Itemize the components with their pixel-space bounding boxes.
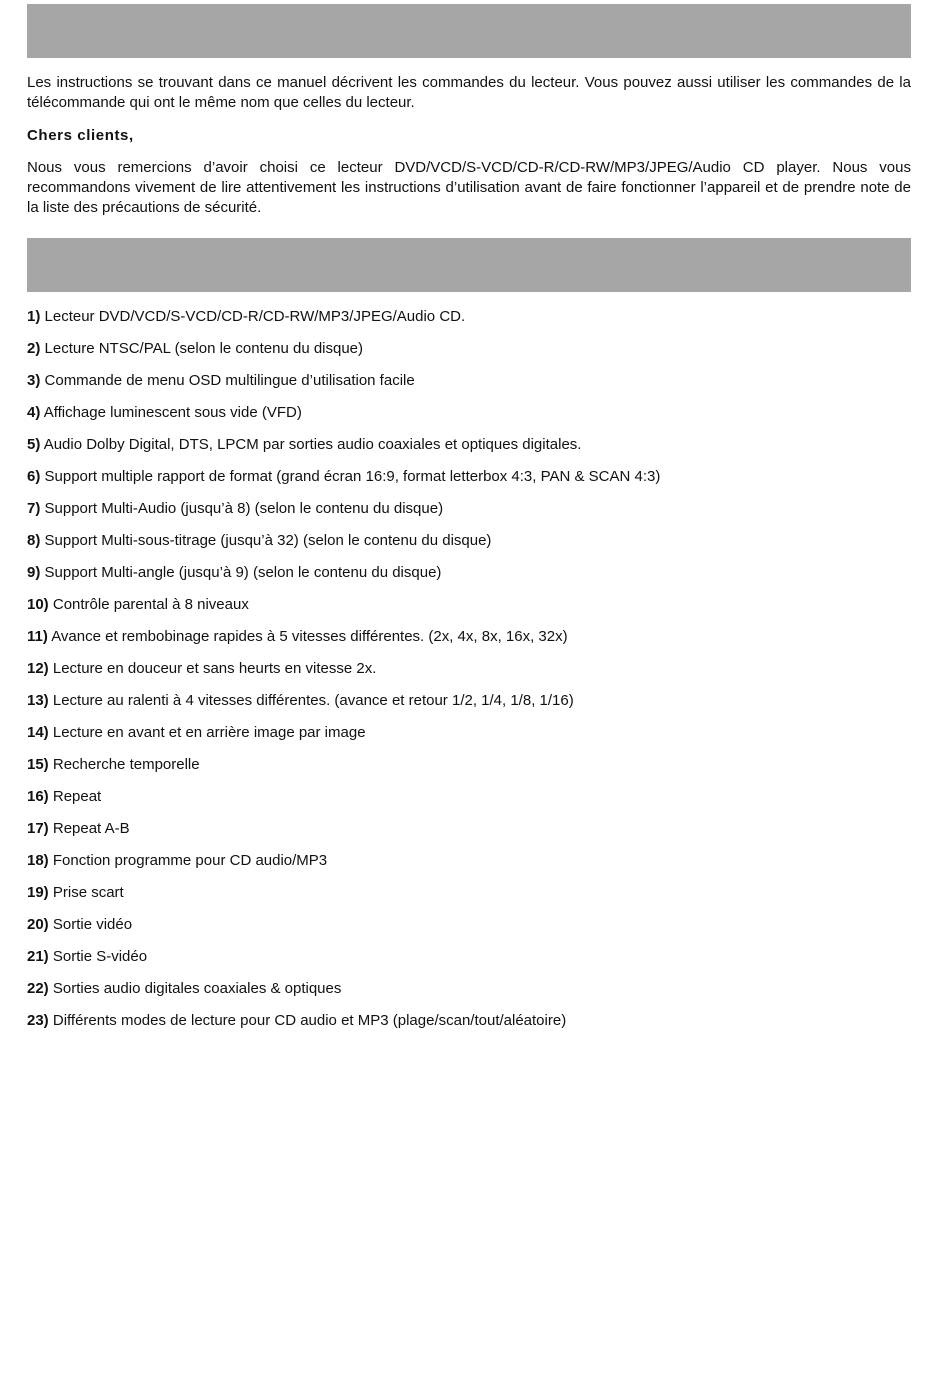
feature-item [27,723,911,755]
feature-number: 2) [27,340,41,357]
feature-text: Recherche temporelle [52,756,200,773]
feature-text: Lecteur DVD/VCD/S-VCD/CD-R/CD-RW/MP3/JPEG/Audio CD. [44,308,466,325]
feature-text: Contrôle parental à 8 niveaux [52,596,249,613]
feature-number: 7) [27,500,41,517]
thanks-paragraph: Nous vous remercions d’avoir choisi ce lecteur DVD/VCD/S-VCD/CD-R/CD-RW/MP3/JPEG/Audio CD player. Nous vous recommandons vivement de lire attentivement les instructions d’utilisation avant de faire fonctionner l’appareil et de prendre note de la liste des précautions de sécurité. [27,159,911,216]
feature-number: 1) [27,308,41,325]
feature-number: 5) [27,436,41,453]
feature-text: Affichage luminescent sous vide (VFD) [43,404,302,421]
feature-item [27,819,911,851]
feature-item [27,595,911,627]
feature-item [27,307,911,339]
feature-number: 9) [27,564,41,581]
feature-item [27,883,911,915]
feature-number: 23) [27,1012,49,1029]
greeting-heading: Chers clients, [27,127,134,144]
feature-text: Lecture en avant et en arrière image par image [52,724,366,741]
feature-number: 3) [27,372,41,389]
feature-item [27,787,911,819]
feature-text: Lecture au ralenti à 4 vitesses différentes. (avance et retour 1/2, 1/4, 1/8, 1/16) [52,692,574,709]
feature-number: 12) [27,660,49,677]
feature-item [27,1011,911,1043]
feature-text: Prise scart [52,884,124,901]
feature-number: 15) [27,756,49,773]
intro-paragraph: Les instructions se trouvant dans ce manuel décrivent les commandes du lecteur. Vous pouvez aussi utiliser les commandes de la télécommande qui ont le même nom que celles du lecteur. [27,74,911,111]
feature-text: Support Multi-angle (jusqu’à 9) (selon le contenu du disque) [44,564,442,581]
feature-number: 11) [27,628,48,645]
feature-text: Sorties audio digitales coaxiales & optiques [52,980,342,997]
section-header-band-features [27,238,911,292]
feature-number: 18) [27,852,49,869]
feature-number: 8) [27,532,41,549]
feature-text: Support multiple rapport de format (grand écran 16:9, format letterbox 4:3, PAN & SCAN 4:3) [44,468,661,485]
feature-text: Lecture NTSC/PAL (selon le contenu du disque) [44,340,364,357]
feature-number: 6) [27,468,41,485]
feature-item [27,531,911,563]
feature-item [27,691,911,723]
feature-number: 13) [27,692,49,709]
feature-text: Repeat [52,788,102,805]
feature-number: 21) [27,948,49,965]
feature-number: 20) [27,916,49,933]
feature-item [27,403,911,435]
feature-text: Support Multi-sous-titrage (jusqu’à 32) (selon le contenu du disque) [44,532,492,549]
feature-item [27,979,911,1011]
feature-item [27,851,911,883]
feature-list [27,307,911,1043]
feature-text: Commande de menu OSD multilingue d’utilisation facile [44,372,415,389]
feature-number: 4) [27,404,41,421]
feature-item [27,659,911,691]
feature-number: 16) [27,788,49,805]
feature-item [27,339,911,371]
feature-item [27,435,911,467]
feature-item [27,371,911,403]
feature-number: 10) [27,596,49,613]
feature-text: Lecture en douceur et sans heurts en vitesse 2x. [52,660,377,677]
feature-item [27,755,911,787]
feature-text: Audio Dolby Digital, DTS, LPCM par sorties audio coaxiales et optiques digitales. [43,436,582,453]
feature-text: Différents modes de lecture pour CD audio et MP3 (plage/scan/tout/aléatoire) [52,1012,567,1029]
feature-text: Sortie S-vidéo [52,948,148,965]
feature-item [27,499,911,531]
feature-number: 17) [27,820,49,837]
feature-text: Avance et rembobinage rapides à 5 vitesses différentes. (2x, 4x, 8x, 16x, 32x) [51,628,568,645]
section-header-band-top [27,4,911,58]
feature-text: Support Multi-Audio (jusqu’à 8) (selon le contenu du disque) [44,500,444,517]
feature-item [27,467,911,499]
feature-number: 14) [27,724,49,741]
feature-item [27,915,911,947]
feature-number: 19) [27,884,49,901]
feature-text: Repeat A-B [52,820,130,837]
feature-item [27,947,911,979]
feature-text: Sortie vidéo [52,916,133,933]
feature-item [27,627,911,659]
feature-item [27,563,911,595]
feature-number: 22) [27,980,49,997]
feature-text: Fonction programme pour CD audio/MP3 [52,852,328,869]
